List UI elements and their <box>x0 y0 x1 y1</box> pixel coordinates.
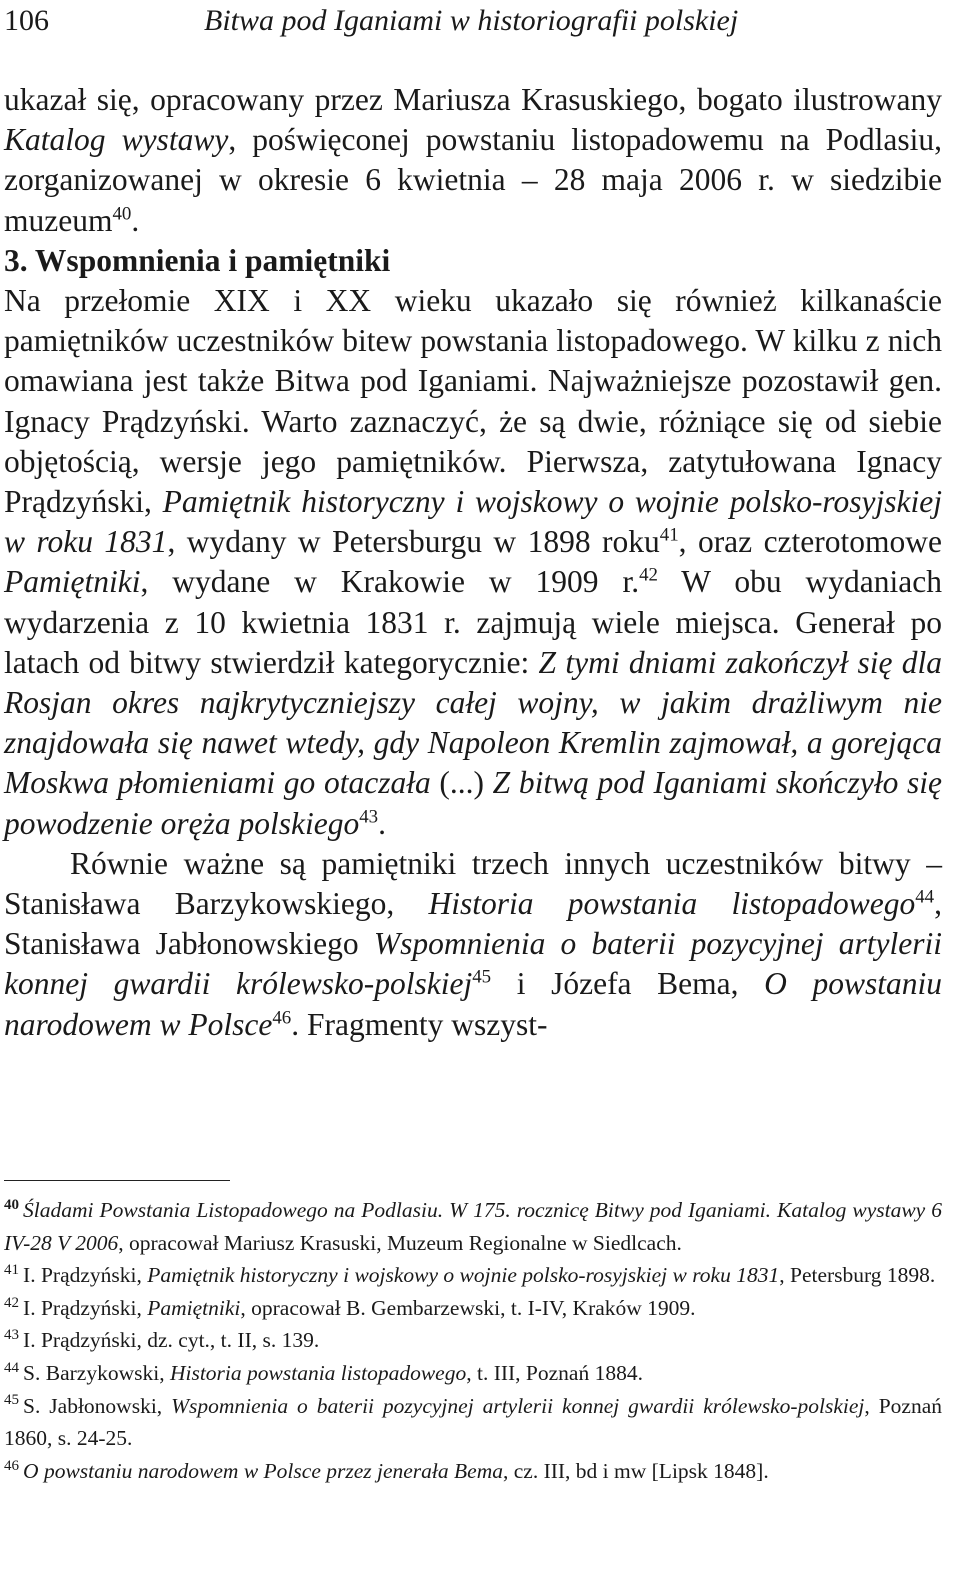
footnote-number: 42 <box>4 1294 20 1311</box>
text-span: i Józefa Bema, <box>491 966 765 1002</box>
paragraph-1 <box>4 80 942 241</box>
italic-title: Historia powstania listopadowego <box>428 886 916 922</box>
text-span: . Fragmenty wszyst- <box>291 1006 548 1042</box>
footnote-number: 45 <box>4 1392 20 1409</box>
page-number: 106 <box>4 4 49 37</box>
text-span: , Poznań 1860, s. 24-25. <box>4 1393 942 1451</box>
italic-title: Pamiętniki <box>147 1295 241 1320</box>
page-header <box>4 4 944 44</box>
text-span: S. Barzykowski, <box>23 1360 170 1385</box>
italic-title: Pamiętnik historyczny i wojskowy o wojnie polsko-rosyjskiej w roku 1831 <box>147 1263 780 1288</box>
text-span: , wydane w Krakowie w 1909 r. <box>140 564 640 600</box>
paragraph-3 <box>4 844 942 1045</box>
text-span: I. Prądzyński, dz. cyt., t. II, s. 139. <box>23 1328 320 1353</box>
paragraph-2 <box>4 281 942 844</box>
footnote-divider <box>4 1180 230 1181</box>
section-heading: 3. Wspomnienia i pamiętniki <box>4 242 391 278</box>
footnote-ref-46[interactable]: 46 <box>272 1007 292 1029</box>
footnote-45 <box>4 1390 942 1455</box>
text-span: I. Prądzyński, <box>23 1295 148 1320</box>
main-text <box>4 80 942 1045</box>
text-span: , Petersburg 1898. <box>779 1263 936 1288</box>
text-span: W obu wydaniach wydarzenia z 10 kwietnia 1831 r. zajmują wiele miejsca. Generał po latach od bitwy stwierdził kategorycznie: <box>4 564 942 680</box>
footnote-ref-42[interactable]: 42 <box>639 564 658 586</box>
text-span: , oraz czterotomowe <box>678 524 942 560</box>
italic-title: Katalog wystawy <box>4 122 229 158</box>
text-span: , poświęconej powstaniu listopadowemu na Podlasiu, zorganizowanej w okresie 6 kwietnia – 28 maja 2006 r. w siedzibie muzeum <box>4 122 942 238</box>
italic-title: O powstaniu narodowem w Polsce przez jenerała Bema <box>23 1458 503 1483</box>
italic-title: O powstaniu narodowem w Polsce <box>4 966 942 1042</box>
italic-quote: Z tymi dniami zakończył się dla Rosjan okres najkrytyczniejszy całej wojny, w jakim drażliwym nie znajdowała się nawet wtedy, gdy Napoleon Kremlin zajmował, a gorejąca Moskwa płomieniami go otaczała <box>4 644 942 801</box>
italic-title: Śladami Powstania Listopadowego na Podlasiu. W 175. rocznicę Bitwy pod Iganiami. Katalog wystawy 6 IV-28 V 2006 <box>4 1198 942 1255</box>
text-span: (...) <box>439 765 485 801</box>
text-span: , opracował Mariusz Krasuski, Muzeum Regionalne w Siedlcach. <box>118 1230 682 1255</box>
text-span: , t. III, Poznań 1884. <box>466 1360 643 1385</box>
italic-quote: Z bitwą pod Iganiami skończyło się powodzenie oręża polskiego <box>4 765 943 841</box>
footnote-41 <box>4 1259 942 1292</box>
footnote-number: 41 <box>4 1262 20 1279</box>
italic-title: Historia powstania listopadowego <box>169 1360 467 1385</box>
footnote-42 <box>4 1292 942 1325</box>
footnotes <box>4 1194 942 1487</box>
text-span: , cz. III, bd i mw [Lipsk 1848]. <box>502 1458 769 1483</box>
text-span: S. Jabłonowski, <box>23 1393 172 1418</box>
footnote-number: 43 <box>4 1327 20 1344</box>
running-title: Bitwa pod Iganiami w historiografii polskiej <box>204 4 739 37</box>
text-span: . <box>378 805 386 841</box>
footnote-number: 40 <box>4 1196 20 1213</box>
text-span: , Stanisława Jabłonowskiego <box>4 886 942 962</box>
footnote-40 <box>4 1194 942 1259</box>
footnote-ref-45[interactable]: 45 <box>472 966 492 988</box>
footnote-number: 44 <box>4 1359 20 1376</box>
text-span: , wydany w Petersburgu w 1898 roku <box>167 524 660 560</box>
italic-title: Pamiętniki <box>4 564 141 600</box>
footnote-number: 46 <box>4 1457 20 1474</box>
text-span: I. Prądzyński, <box>23 1263 148 1288</box>
footnote-ref-41[interactable]: 41 <box>659 524 679 546</box>
footnote-46 <box>4 1455 942 1488</box>
footnote-44 <box>4 1357 942 1390</box>
footnote-ref-43[interactable]: 43 <box>359 806 379 828</box>
text-span: Równie ważne są pamiętniki trzech innych uczestników bitwy – Stanisława Barzykowskiego, <box>4 845 942 922</box>
italic-title: Wspomnienia o baterii pozycyjnej artylerii konnej gwardii królewsko-polskiej <box>171 1393 865 1418</box>
text-span: , opracował B. Gembarzewski, t. I-IV, Kraków 1909. <box>240 1295 696 1320</box>
text-span: Na przełomie XIX i XX wieku ukazało się również kilkanaście pamiętników uczestników bitew powstania listopadowego. W kilku z nich omawiana jest także Bitwa pod Iganiami. Najważniejsze pozostawił gen. Ignacy Prądzyński. Warto zaznaczyć, że są dwie, różniące się od siebie objętością, wersje jego pamiętników. Pierwsza, zatytułowana Ignacy Prądzyński, <box>4 283 942 520</box>
text-span: ukazał się, opracowany przez Mariusza Krasuskiego, bogato ilustrowany <box>4 82 942 117</box>
footnote-ref-44[interactable]: 44 <box>915 886 935 908</box>
italic-title: Pamiętnik historyczny i wojskowy o wojnie polsko-rosyjskiej w roku 1831 <box>4 484 942 560</box>
footnote-ref-40[interactable]: 40 <box>112 203 132 225</box>
footnote-43 <box>4 1324 942 1357</box>
italic-title: Wspomnienia o baterii pozycyjnej artylerii konnej gwardii królewsko-polskiej <box>4 926 942 1002</box>
text-span: . <box>131 202 140 238</box>
